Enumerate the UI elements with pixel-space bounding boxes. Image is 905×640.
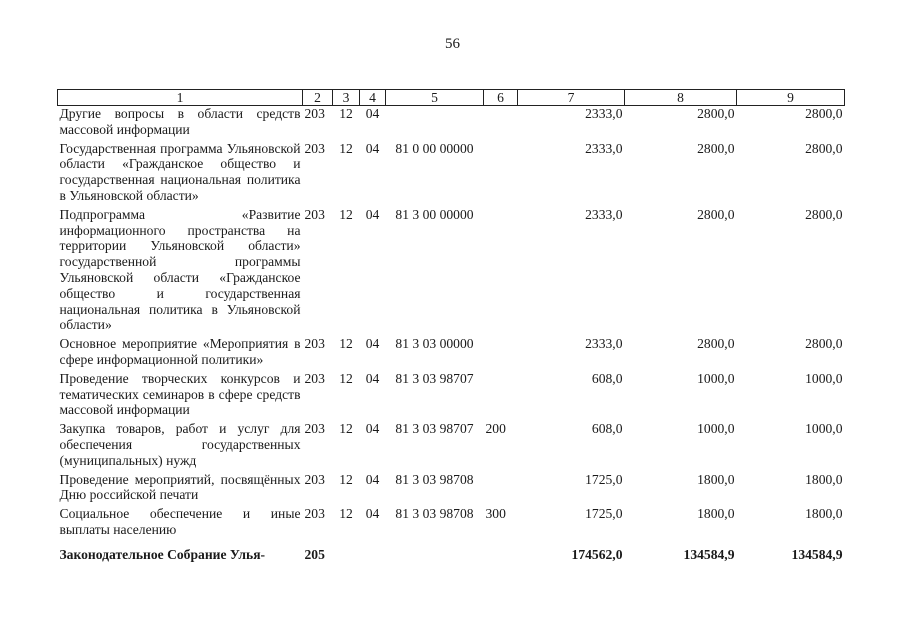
row-amount-col8: 1800,0	[697, 471, 735, 487]
row-amount-col7: 2333,0	[585, 140, 623, 156]
row-code-subsection: 04	[365, 506, 380, 522]
row-name: Подпрограмма «Развитие информационного пространства на территории Ульяновской области» государственной программы Ульяновской области «Гражданское общество и государственная национальная политика в Ульяновской области»	[59, 206, 301, 333]
table-row	[58, 506, 845, 541]
row-code-section: 12	[339, 206, 353, 222]
table-row	[58, 472, 845, 507]
row-name: Социальное обеспечение и иные выплаты населению	[59, 506, 301, 537]
row-code-target: 81 0 00 00000	[395, 140, 474, 156]
header-cell-6: 6	[484, 90, 518, 106]
row-code-section: 12	[339, 336, 353, 352]
row-amount-col9: 2800,0	[805, 140, 843, 156]
row-code-section: 12	[339, 370, 353, 386]
row-code-ministry: 203	[304, 336, 325, 352]
header-cell-2: 2	[303, 90, 333, 106]
row-code-section: 12	[339, 506, 353, 522]
row-code-expense-type: 200	[485, 421, 506, 437]
header-cell-8: 8	[625, 90, 737, 106]
table-row	[58, 106, 845, 141]
row-name: Основное мероприятие «Мероприятия в сфере информационной политики»	[59, 336, 301, 367]
row-amount-col7: 1725,0	[585, 471, 623, 487]
table-row	[58, 421, 845, 471]
row-code-subsection: 04	[365, 106, 380, 121]
row-code-ministry: 203	[304, 471, 325, 487]
header-cell-1: 1	[58, 90, 303, 106]
total-row-code-expense-type	[484, 541, 518, 563]
row-amount-col7: 2333,0	[585, 206, 623, 222]
row-code-ministry: 203	[304, 206, 325, 222]
row-name: Закупка товаров, работ и услуг для обеспечения государственных (муниципальных) нужд	[59, 421, 301, 468]
row-code-ministry: 203	[304, 106, 325, 121]
row-amount-col9: 2800,0	[805, 206, 843, 222]
row-code-target: 81 3 03 98708	[395, 506, 474, 522]
header-cell-5: 5	[386, 90, 484, 106]
row-code-target: 81 3 03 00000	[395, 336, 474, 352]
row-amount-col9: 1800,0	[805, 506, 843, 522]
row-code-section: 12	[339, 106, 353, 121]
page-number: 56	[445, 36, 460, 52]
row-code-ministry: 203	[304, 140, 325, 156]
total-row-name: Законодательное Собрание Улья-	[59, 546, 266, 562]
table-row	[58, 371, 845, 421]
row-code-target: 81 3 03 98708	[395, 471, 474, 487]
header-cell-4: 4	[360, 90, 386, 106]
row-name: Другие вопросы в области средств массовой информации	[59, 106, 301, 137]
row-code-subsection: 04	[365, 206, 380, 222]
row-code-expense-type	[484, 207, 518, 336]
row-code-section: 12	[339, 140, 353, 156]
row-amount-col8: 1800,0	[697, 506, 735, 522]
row-code-expense-type	[484, 141, 518, 207]
row-amount-col8: 2800,0	[697, 106, 735, 121]
header-cell-9: 9	[737, 90, 845, 106]
row-code-expense-type	[484, 336, 518, 371]
table-total-row	[58, 541, 845, 563]
row-code-target: 81 3 03 98707	[395, 370, 474, 386]
row-code-subsection: 04	[365, 370, 380, 386]
row-name: Проведение мероприятий, посвящённых Дню российской печати	[59, 471, 301, 503]
header-cell-3: 3	[333, 90, 360, 106]
total-row-amount-col8: 134584,9	[683, 546, 735, 562]
row-amount-col9: 1000,0	[805, 370, 843, 386]
total-row-amount-col7: 174562,0	[571, 546, 623, 562]
row-amount-col7: 2333,0	[585, 336, 623, 352]
row-amount-col8: 2800,0	[697, 336, 735, 352]
row-code-subsection: 04	[365, 421, 380, 437]
row-amount-col7: 2333,0	[585, 106, 623, 121]
row-code-target: 81 3 03 98707	[395, 421, 474, 437]
total-row-amount-col9: 134584,9	[791, 546, 843, 562]
row-amount-col8: 1000,0	[697, 421, 735, 437]
table-row	[58, 207, 845, 336]
row-code-subsection: 04	[365, 471, 380, 487]
row-code-ministry: 203	[304, 370, 325, 386]
table-row	[58, 336, 845, 371]
row-amount-col8: 2800,0	[697, 206, 735, 222]
row-code-expense-type	[484, 371, 518, 421]
row-code-subsection: 04	[365, 140, 380, 156]
total-row-code-ministry: 205	[304, 546, 325, 562]
row-code-expense-type: 300	[485, 506, 506, 522]
row-amount-col9: 2800,0	[805, 336, 843, 352]
row-name: Государственная программа Ульяновской области «Гражданское общество и государственная национальная политика в Ульяновской области»	[59, 140, 301, 203]
row-name: Проведение творческих конкурсов и тематических семинаров в сфере средств массовой информации	[59, 370, 301, 418]
total-row-code-subsection	[360, 541, 386, 563]
table-row	[58, 141, 845, 207]
row-code-expense-type	[484, 472, 518, 507]
total-row-code-target	[386, 541, 484, 563]
row-code-section: 12	[339, 421, 353, 437]
total-row-code-section	[333, 541, 360, 563]
row-amount-col9: 1000,0	[805, 421, 843, 437]
row-amount-col9: 2800,0	[805, 106, 843, 121]
budget-table	[57, 89, 845, 563]
row-code-ministry: 203	[304, 421, 325, 437]
row-code-target	[386, 106, 484, 141]
table-header-row	[58, 90, 845, 106]
row-amount-col7: 608,0	[591, 421, 623, 437]
header-cell-7: 7	[518, 90, 625, 106]
row-code-ministry: 203	[304, 506, 325, 522]
row-code-target: 81 3 00 00000	[395, 206, 474, 222]
row-code-expense-type	[484, 106, 518, 141]
row-amount-col8: 2800,0	[697, 140, 735, 156]
row-code-subsection: 04	[365, 336, 380, 352]
row-amount-col7: 608,0	[591, 370, 623, 386]
row-amount-col7: 1725,0	[585, 506, 623, 522]
row-amount-col9: 1800,0	[805, 471, 843, 487]
row-code-section: 12	[339, 471, 353, 487]
row-amount-col8: 1000,0	[697, 370, 735, 386]
